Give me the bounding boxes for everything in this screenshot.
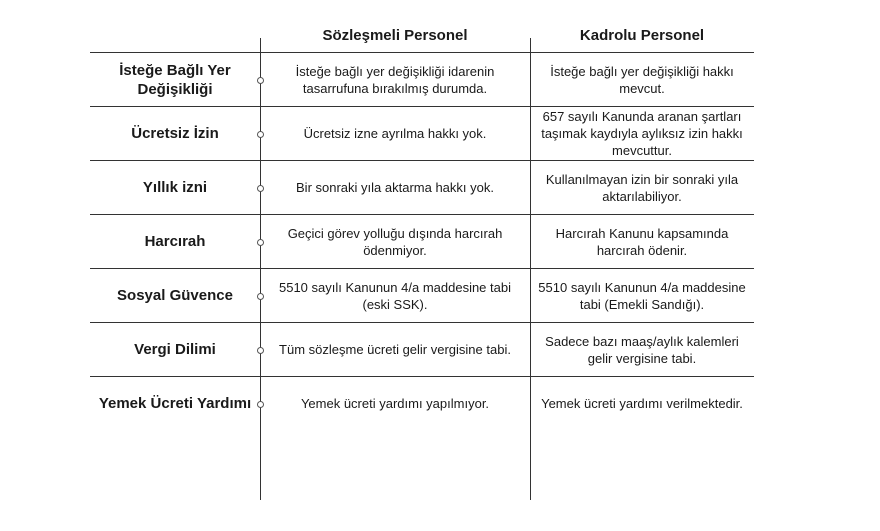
bullet-icon [257, 347, 264, 354]
table-header [90, 18, 754, 52]
row-label: Sosyal Güvence [117, 287, 233, 304]
permanent-cell: 657 sayılı Kanunda aranan şartları taşımak kaydıyla aylıksız izin hakkı mevcuttur. [541, 109, 743, 158]
table-row [90, 323, 754, 377]
bullet-icon [257, 185, 264, 192]
permanent-cell: Harcırah Kanunu kapsamında harcırah ödenir. [555, 225, 729, 258]
contract-cell: Yemek ücreti yardımı yapılmıyor. [300, 396, 490, 411]
header-permanent-staff: Kadrolu Personel [579, 26, 705, 44]
permanent-cell: İsteğe bağlı yer değişikliği hakkı mevcut. [550, 63, 734, 96]
contract-cell: Tüm sözleşme ücreti gelir vergisine tabi. [279, 342, 511, 357]
table-row [90, 161, 754, 215]
bullet-icon [257, 239, 264, 246]
row-label: Yıllık izni [142, 179, 208, 196]
permanent-cell: Kullanılmayan izin bir sonraki yıla aktarılabiliyor. [545, 171, 739, 204]
table-row [90, 269, 754, 323]
table-row [90, 377, 754, 430]
contract-cell: 5510 sayılı Kanunun 4/a maddesine tabi (eski SSK). [278, 279, 511, 312]
permanent-cell: Yemek ücreti yardımı verilmektedir. [541, 396, 743, 411]
row-label: Harcırah [144, 233, 206, 250]
bullet-icon [257, 293, 264, 300]
table-row [90, 107, 754, 161]
contract-cell: Bir sonraki yıla aktarma hakkı yok. [296, 180, 494, 195]
bullet-icon [257, 131, 264, 138]
row-label: Vergi Dilimi [134, 341, 216, 358]
table-body [90, 52, 754, 430]
contract-cell: İsteğe bağlı yer değişikliği idarenin tasarrufuna bırakılmış durumda. [295, 63, 495, 96]
header-contract-staff: Sözleşmeli Personel [322, 26, 468, 44]
row-label: Ücretsiz İzin [131, 125, 219, 142]
row-label: İsteğe Bağlı Yer Değişikliği [119, 61, 231, 98]
row-label: Yemek Ücreti Yardımı [98, 395, 252, 412]
contract-cell: Geçici görev yolluğu dışında harcırah ödenmiyor. [287, 225, 503, 258]
bullet-icon [257, 77, 264, 84]
comparison-table [90, 18, 754, 430]
permanent-cell: 5510 sayılı Kanunun 4/a maddesine tabi (Emekli Sandığı). [538, 279, 746, 312]
bullet-icon [257, 401, 264, 408]
contract-cell: Ücretsiz izne ayrılma hakkı yok. [303, 126, 487, 141]
table-row [90, 53, 754, 107]
table-row [90, 215, 754, 269]
permanent-cell: Sadece bazı maaş/aylık kalemleri gelir vergisine tabi. [545, 333, 739, 366]
